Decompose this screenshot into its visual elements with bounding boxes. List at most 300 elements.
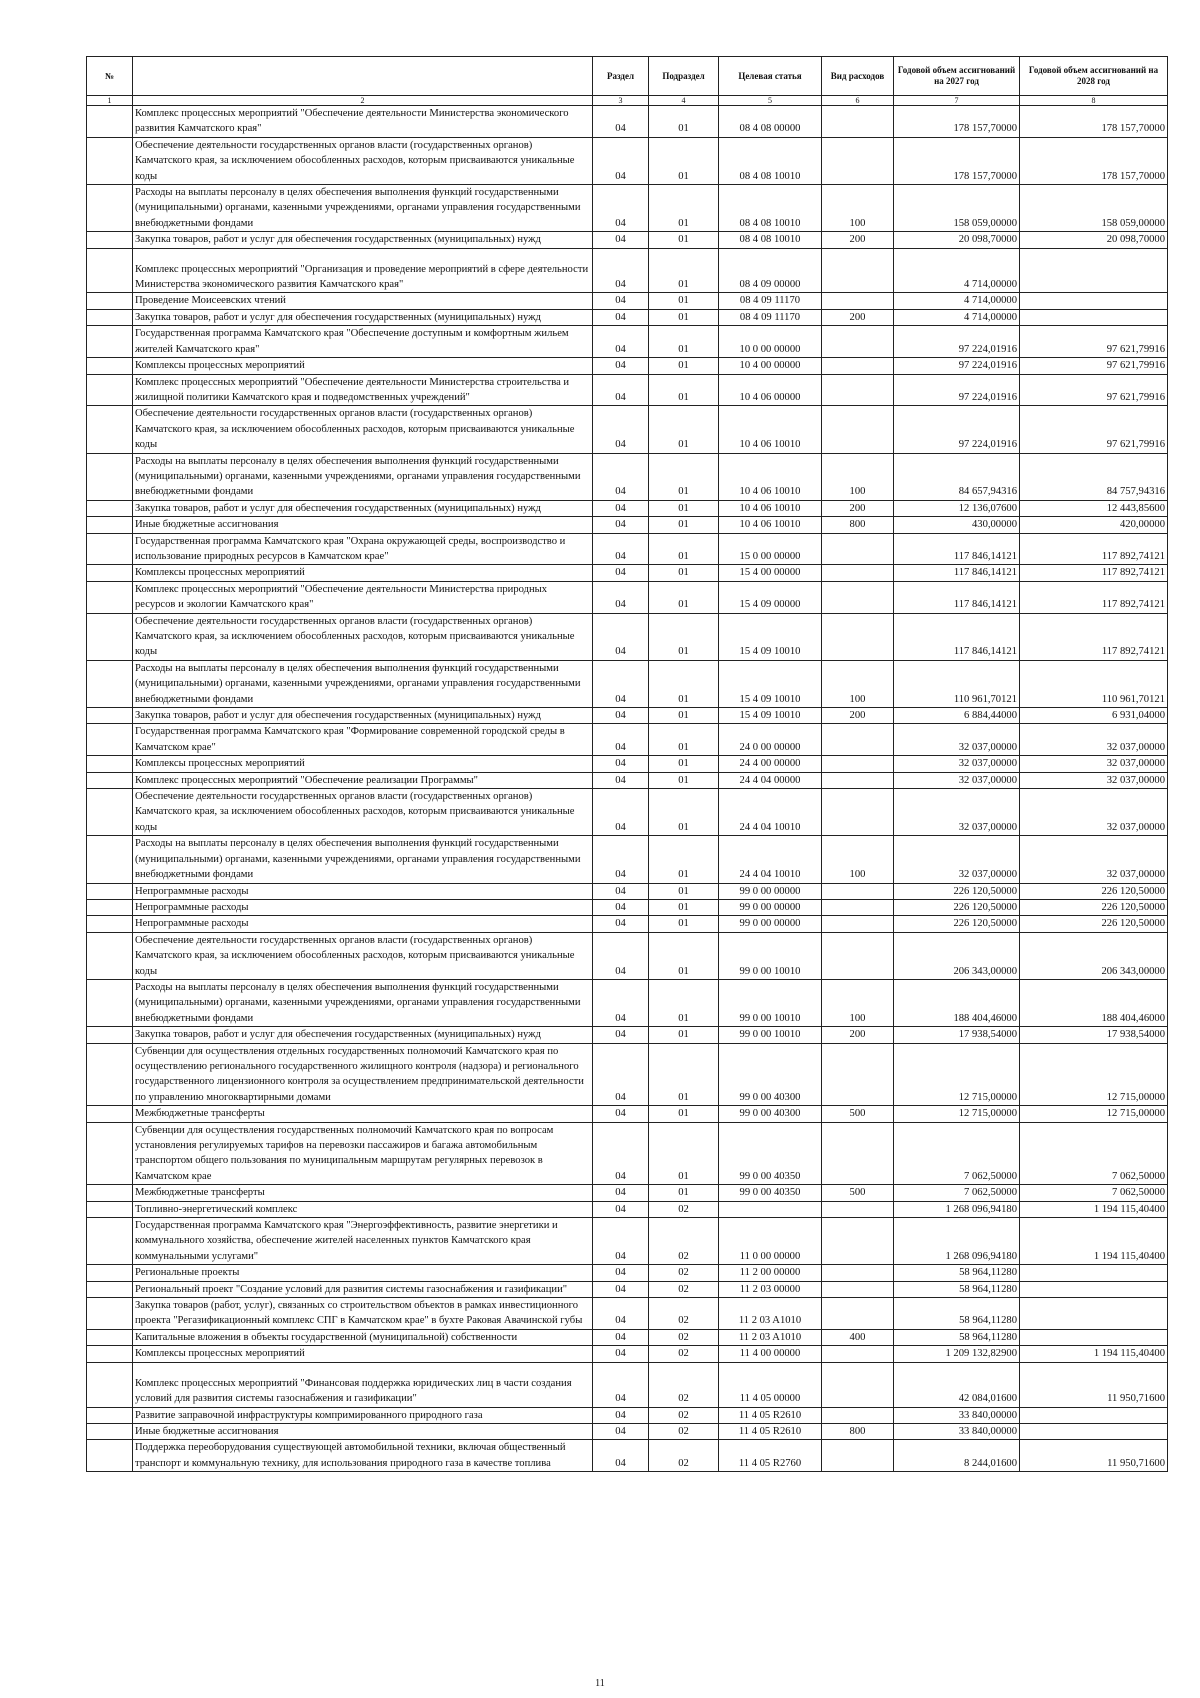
row-expense-type-cell	[822, 533, 894, 565]
row-name-cell: Обеспечение деятельности государственных органов власти (государственных органов) Камчатского края, за исключением обособленных расходов, которым присваиваются уникальные коды	[133, 613, 593, 660]
row-razdel-cell: 04	[593, 883, 649, 899]
row-podrazdel-cell: 01	[649, 772, 719, 788]
row-expense-type-cell	[822, 581, 894, 613]
row-name-cell: Расходы на выплаты персоналу в целях обеспечения выполнения функций государственными (муниципальными) органами, казенными учреждениями, органами управления государственными внебюджетными фондами	[133, 836, 593, 883]
row-podrazdel-cell: 01	[649, 500, 719, 516]
col-header-name	[133, 57, 593, 96]
table-row	[87, 185, 1168, 232]
row-target-article-cell: 11 4 00 00000	[719, 1346, 822, 1362]
row-number-cell	[87, 1122, 133, 1185]
row-podrazdel-cell: 01	[649, 756, 719, 772]
row-target-article-cell: 99 0 00 00000	[719, 899, 822, 915]
row-volume-2028-cell: 117 892,74121	[1020, 581, 1168, 613]
row-name-cell: Государственная программа Камчатского края "Энергоэффективность, развитие энергетики и коммунального хозяйства, обеспечение жителей населенных пунктов Камчатского края коммунальными услугами"	[133, 1218, 593, 1265]
row-number-cell	[87, 185, 133, 232]
row-expense-type-cell	[822, 1346, 894, 1362]
table-row	[87, 1201, 1168, 1217]
row-volume-2027-cell: 178 157,70000	[894, 137, 1020, 184]
row-expense-type-cell: 500	[822, 1185, 894, 1201]
row-volume-2028-cell: 178 157,70000	[1020, 106, 1168, 138]
row-expense-type-cell: 200	[822, 309, 894, 325]
row-volume-2028-cell: 1 194 115,40400	[1020, 1201, 1168, 1217]
row-volume-2028-cell	[1020, 309, 1168, 325]
row-volume-2027-cell: 158 059,00000	[894, 185, 1020, 232]
row-target-article-cell: 11 4 05 00000	[719, 1362, 822, 1407]
row-name-cell: Расходы на выплаты персоналу в целях обеспечения выполнения функций государственными (муниципальными) органами, казенными учреждениями, органами управления государственными внебюджетными фондами	[133, 660, 593, 707]
row-target-article-cell: 99 0 00 10010	[719, 979, 822, 1026]
row-volume-2027-cell: 4 714,00000	[894, 309, 1020, 325]
row-podrazdel-cell: 01	[649, 533, 719, 565]
row-name-cell: Топливно-энергетический комплекс	[133, 1201, 593, 1217]
row-podrazdel-cell: 01	[649, 565, 719, 581]
col-header-razdel: Раздел	[593, 57, 649, 96]
row-volume-2028-cell: 12 715,00000	[1020, 1106, 1168, 1122]
row-volume-2027-cell: 1 268 096,94180	[894, 1218, 1020, 1265]
row-razdel-cell: 04	[593, 1043, 649, 1106]
row-razdel-cell: 04	[593, 293, 649, 309]
row-name-cell: Непрограммные расходы	[133, 916, 593, 932]
row-podrazdel-cell: 01	[649, 248, 719, 293]
table-row	[87, 756, 1168, 772]
table-row	[87, 789, 1168, 836]
row-podrazdel-cell: 01	[649, 724, 719, 756]
row-expense-type-cell	[822, 772, 894, 788]
row-razdel-cell: 04	[593, 533, 649, 565]
table-row	[87, 500, 1168, 516]
row-name-cell: Обеспечение деятельности государственных органов власти (государственных органов) Камчатского края, за исключением обособленных расходов, которым присваиваются уникальные коды	[133, 406, 593, 453]
row-target-article-cell: 24 4 00 00000	[719, 756, 822, 772]
row-number-cell	[87, 453, 133, 500]
row-razdel-cell: 04	[593, 1423, 649, 1439]
row-razdel-cell: 04	[593, 1346, 649, 1362]
row-volume-2027-cell: 117 846,14121	[894, 565, 1020, 581]
col-header-volume-2027: Годовой объем ассигнований на 2027 год	[894, 57, 1020, 96]
row-volume-2028-cell: 12 443,85600	[1020, 500, 1168, 516]
row-volume-2027-cell: 1 209 132,82900	[894, 1346, 1020, 1362]
table-row	[87, 293, 1168, 309]
row-number-cell	[87, 374, 133, 406]
row-razdel-cell: 04	[593, 1298, 649, 1330]
row-number-cell	[87, 613, 133, 660]
row-volume-2028-cell: 84 757,94316	[1020, 453, 1168, 500]
table-row	[87, 1106, 1168, 1122]
row-volume-2027-cell: 206 343,00000	[894, 932, 1020, 979]
row-volume-2027-cell: 97 224,01916	[894, 326, 1020, 358]
row-expense-type-cell	[822, 358, 894, 374]
row-expense-type-cell: 200	[822, 232, 894, 248]
row-number-cell	[87, 1440, 133, 1472]
row-expense-type-cell	[822, 932, 894, 979]
row-expense-type-cell	[822, 1298, 894, 1330]
row-expense-type-cell	[822, 248, 894, 293]
row-volume-2028-cell: 32 037,00000	[1020, 756, 1168, 772]
row-volume-2028-cell: 11 950,71600	[1020, 1362, 1168, 1407]
row-podrazdel-cell: 01	[649, 899, 719, 915]
row-number-cell	[87, 724, 133, 756]
row-razdel-cell: 04	[593, 581, 649, 613]
column-number: 5	[719, 96, 822, 106]
row-razdel-cell: 04	[593, 1027, 649, 1043]
row-number-cell	[87, 660, 133, 707]
row-volume-2028-cell	[1020, 1281, 1168, 1297]
row-podrazdel-cell: 01	[649, 916, 719, 932]
row-name-cell: Закупка товаров, работ и услуг для обеспечения государственных (муниципальных) нужд	[133, 500, 593, 516]
row-name-cell: Комплекс процессных мероприятий "Обеспечение реализации Программы"	[133, 772, 593, 788]
row-volume-2027-cell: 12 715,00000	[894, 1043, 1020, 1106]
row-target-article-cell: 24 4 04 10010	[719, 789, 822, 836]
row-target-article-cell: 08 4 08 10010	[719, 137, 822, 184]
row-target-article-cell: 11 2 03 A1010	[719, 1298, 822, 1330]
row-volume-2028-cell: 32 037,00000	[1020, 789, 1168, 836]
row-target-article-cell: 10 4 06 10010	[719, 517, 822, 533]
row-name-cell: Региональные проекты	[133, 1265, 593, 1281]
row-volume-2028-cell: 226 120,50000	[1020, 916, 1168, 932]
row-podrazdel-cell: 01	[649, 137, 719, 184]
row-number-cell	[87, 756, 133, 772]
table-row	[87, 1362, 1168, 1407]
row-expense-type-cell	[822, 565, 894, 581]
table-row	[87, 533, 1168, 565]
row-volume-2028-cell: 6 931,04000	[1020, 708, 1168, 724]
row-target-article-cell: 99 0 00 40350	[719, 1122, 822, 1185]
row-podrazdel-cell: 01	[649, 1122, 719, 1185]
row-volume-2028-cell: 97 621,79916	[1020, 406, 1168, 453]
row-name-cell: Закупка товаров (работ, услуг), связанных со строительством объектов в рамках инвестиционного проекта "Регазификационный комплекс СПГ в Камчатском крае" в бухте Раковая Авачинской губы	[133, 1298, 593, 1330]
table-row	[87, 309, 1168, 325]
table-row	[87, 916, 1168, 932]
row-razdel-cell: 04	[593, 185, 649, 232]
row-name-cell: Расходы на выплаты персоналу в целях обеспечения выполнения функций государственными (муниципальными) органами, казенными учреждениями, органами управления государственными внебюджетными фондами	[133, 979, 593, 1026]
row-podrazdel-cell: 01	[649, 708, 719, 724]
header-row	[87, 57, 1168, 96]
row-expense-type-cell	[822, 326, 894, 358]
row-name-cell: Государственная программа Камчатского края "Охрана окружающей среды, воспроизводство и использование природных ресурсов в Камчатском крае"	[133, 533, 593, 565]
row-volume-2027-cell: 12 136,07600	[894, 500, 1020, 516]
row-podrazdel-cell: 01	[649, 185, 719, 232]
row-razdel-cell: 04	[593, 106, 649, 138]
row-volume-2028-cell: 97 621,79916	[1020, 374, 1168, 406]
row-volume-2028-cell: 188 404,46000	[1020, 979, 1168, 1026]
table-row	[87, 1265, 1168, 1281]
column-number: 7	[894, 96, 1020, 106]
row-name-cell: Непрограммные расходы	[133, 899, 593, 915]
row-target-article-cell: 99 0 00 10010	[719, 932, 822, 979]
row-razdel-cell: 04	[593, 979, 649, 1026]
row-volume-2027-cell: 32 037,00000	[894, 789, 1020, 836]
row-podrazdel-cell: 01	[649, 1043, 719, 1106]
row-volume-2028-cell: 1 194 115,40400	[1020, 1346, 1168, 1362]
row-target-article-cell: 15 4 09 10010	[719, 613, 822, 660]
row-volume-2028-cell: 206 343,00000	[1020, 932, 1168, 979]
row-number-cell	[87, 708, 133, 724]
row-razdel-cell: 04	[593, 1106, 649, 1122]
row-volume-2027-cell: 4 714,00000	[894, 248, 1020, 293]
row-number-cell	[87, 106, 133, 138]
row-expense-type-cell	[822, 789, 894, 836]
row-volume-2027-cell: 58 964,11280	[894, 1298, 1020, 1330]
row-volume-2027-cell: 32 037,00000	[894, 724, 1020, 756]
row-expense-type-cell	[822, 883, 894, 899]
row-volume-2027-cell: 97 224,01916	[894, 358, 1020, 374]
row-volume-2027-cell: 32 037,00000	[894, 772, 1020, 788]
column-number: 6	[822, 96, 894, 106]
row-number-cell	[87, 1106, 133, 1122]
row-number-cell	[87, 1329, 133, 1345]
row-volume-2028-cell: 226 120,50000	[1020, 883, 1168, 899]
row-podrazdel-cell: 01	[649, 660, 719, 707]
row-name-cell: Государственная программа Камчатского края "Формирование современной городской среды в Камчатском крае"	[133, 724, 593, 756]
row-podrazdel-cell: 02	[649, 1346, 719, 1362]
row-volume-2028-cell: 32 037,00000	[1020, 836, 1168, 883]
row-podrazdel-cell: 01	[649, 581, 719, 613]
table-row	[87, 106, 1168, 138]
row-volume-2028-cell: 97 621,79916	[1020, 326, 1168, 358]
table-row	[87, 1407, 1168, 1423]
row-volume-2028-cell: 32 037,00000	[1020, 724, 1168, 756]
table-row	[87, 326, 1168, 358]
row-expense-type-cell: 100	[822, 185, 894, 232]
row-number-cell	[87, 916, 133, 932]
row-target-article-cell: 99 0 00 10010	[719, 1027, 822, 1043]
row-number-cell	[87, 248, 133, 293]
row-podrazdel-cell: 02	[649, 1298, 719, 1330]
row-expense-type-cell: 100	[822, 836, 894, 883]
row-number-cell	[87, 309, 133, 325]
column-number: 2	[133, 96, 593, 106]
row-volume-2028-cell: 226 120,50000	[1020, 899, 1168, 915]
row-number-cell	[87, 1362, 133, 1407]
row-expense-type-cell	[822, 916, 894, 932]
row-name-cell: Комплексы процессных мероприятий	[133, 358, 593, 374]
row-expense-type-cell: 100	[822, 979, 894, 1026]
row-target-article-cell: 11 2 03 00000	[719, 1281, 822, 1297]
budget-table-body	[87, 106, 1168, 1472]
row-name-cell: Государственная программа Камчатского края "Обеспечение доступным и комфортным жильем жителей Камчатского края"	[133, 326, 593, 358]
table-row	[87, 374, 1168, 406]
row-name-cell: Субвенции для осуществления государственных полномочий Камчатского края по вопросам установления регулируемых тарифов на перевозки пассажиров и багажа автомобильным транспортом общего пользования по муниципальным маршрутам регулярных перевозок в Камчатском крае	[133, 1122, 593, 1185]
table-row	[87, 1281, 1168, 1297]
row-podrazdel-cell: 02	[649, 1281, 719, 1297]
table-row	[87, 836, 1168, 883]
row-razdel-cell: 04	[593, 756, 649, 772]
row-target-article-cell: 11 2 03 A1010	[719, 1329, 822, 1345]
row-razdel-cell: 04	[593, 836, 649, 883]
row-razdel-cell: 04	[593, 1201, 649, 1217]
row-volume-2027-cell: 1 268 096,94180	[894, 1201, 1020, 1217]
row-podrazdel-cell: 01	[649, 453, 719, 500]
row-expense-type-cell: 100	[822, 453, 894, 500]
row-razdel-cell: 04	[593, 326, 649, 358]
row-name-cell: Комплекс процессных мероприятий "Обеспечение деятельности Министерства экономического развития Камчатского края"	[133, 106, 593, 138]
table-row	[87, 581, 1168, 613]
row-number-cell	[87, 293, 133, 309]
row-podrazdel-cell: 01	[649, 406, 719, 453]
row-expense-type-cell	[822, 137, 894, 184]
row-podrazdel-cell: 01	[649, 836, 719, 883]
row-razdel-cell: 04	[593, 789, 649, 836]
row-volume-2028-cell: 158 059,00000	[1020, 185, 1168, 232]
row-volume-2028-cell	[1020, 293, 1168, 309]
row-razdel-cell: 04	[593, 500, 649, 516]
table-row	[87, 772, 1168, 788]
row-volume-2028-cell: 117 892,74121	[1020, 565, 1168, 581]
column-number: 1	[87, 96, 133, 106]
row-razdel-cell: 04	[593, 916, 649, 932]
row-volume-2027-cell: 32 037,00000	[894, 836, 1020, 883]
row-target-article-cell: 08 4 09 00000	[719, 248, 822, 293]
row-expense-type-cell	[822, 406, 894, 453]
row-podrazdel-cell: 01	[649, 517, 719, 533]
row-volume-2027-cell: 58 964,11280	[894, 1329, 1020, 1345]
row-target-article-cell: 10 4 00 00000	[719, 358, 822, 374]
row-number-cell	[87, 1185, 133, 1201]
table-row	[87, 517, 1168, 533]
row-volume-2028-cell	[1020, 1423, 1168, 1439]
row-volume-2027-cell: 58 964,11280	[894, 1265, 1020, 1281]
row-number-cell	[87, 1027, 133, 1043]
row-volume-2028-cell	[1020, 1407, 1168, 1423]
row-target-article-cell: 99 0 00 00000	[719, 916, 822, 932]
row-volume-2028-cell: 12 715,00000	[1020, 1043, 1168, 1106]
row-volume-2027-cell: 117 846,14121	[894, 533, 1020, 565]
row-podrazdel-cell: 01	[649, 106, 719, 138]
row-podrazdel-cell: 02	[649, 1423, 719, 1439]
row-expense-type-cell	[822, 1362, 894, 1407]
row-volume-2028-cell: 420,00000	[1020, 517, 1168, 533]
table-row	[87, 1346, 1168, 1362]
row-name-cell: Межбюджетные трансферты	[133, 1185, 593, 1201]
col-header-podrazdel: Подраздел	[649, 57, 719, 96]
row-number-cell	[87, 1298, 133, 1330]
row-name-cell: Поддержка переоборудования существующей автомобильной техники, включая общественный транспорт и коммунальную технику, для использования природного газа в качестве топлива	[133, 1440, 593, 1472]
row-volume-2028-cell: 97 621,79916	[1020, 358, 1168, 374]
row-target-article-cell: 08 4 09 11170	[719, 293, 822, 309]
table-row	[87, 1043, 1168, 1106]
row-expense-type-cell	[822, 1218, 894, 1265]
table-row	[87, 358, 1168, 374]
table-row	[87, 1122, 1168, 1185]
row-podrazdel-cell: 01	[649, 309, 719, 325]
row-name-cell: Обеспечение деятельности государственных органов власти (государственных органов) Камчатского края, за исключением обособленных расходов, которым присваиваются уникальные коды	[133, 789, 593, 836]
row-name-cell: Расходы на выплаты персоналу в целях обеспечения выполнения функций государственными (муниципальными) органами, казенными учреждениями, органами управления государственными внебюджетными фондами	[133, 185, 593, 232]
row-razdel-cell: 04	[593, 660, 649, 707]
row-volume-2027-cell: 20 098,70000	[894, 232, 1020, 248]
row-expense-type-cell: 800	[822, 1423, 894, 1439]
row-expense-type-cell	[822, 1407, 894, 1423]
table-row	[87, 232, 1168, 248]
row-podrazdel-cell: 01	[649, 979, 719, 1026]
row-razdel-cell: 04	[593, 772, 649, 788]
table-row	[87, 1218, 1168, 1265]
row-podrazdel-cell: 02	[649, 1265, 719, 1281]
row-volume-2027-cell: 33 840,00000	[894, 1407, 1020, 1423]
row-number-cell	[87, 883, 133, 899]
row-razdel-cell: 04	[593, 899, 649, 915]
row-podrazdel-cell: 02	[649, 1407, 719, 1423]
row-volume-2028-cell	[1020, 248, 1168, 293]
row-target-article-cell: 24 4 04 10010	[719, 836, 822, 883]
row-razdel-cell: 04	[593, 932, 649, 979]
row-number-cell	[87, 1281, 133, 1297]
row-podrazdel-cell: 01	[649, 358, 719, 374]
row-number-cell	[87, 358, 133, 374]
row-number-cell	[87, 789, 133, 836]
row-razdel-cell: 04	[593, 613, 649, 660]
row-volume-2027-cell: 32 037,00000	[894, 756, 1020, 772]
row-target-article-cell: 08 4 08 10010	[719, 232, 822, 248]
row-target-article-cell: 10 4 06 00000	[719, 374, 822, 406]
row-expense-type-cell	[822, 1043, 894, 1106]
row-number-cell	[87, 1043, 133, 1106]
row-name-cell: Закупка товаров, работ и услуг для обеспечения государственных (муниципальных) нужд	[133, 708, 593, 724]
row-number-cell	[87, 326, 133, 358]
row-name-cell: Комплекс процессных мероприятий "Финансовая поддержка юридических лиц в части создания условий для развития системы газоснабжения и газификации"	[133, 1362, 593, 1407]
row-volume-2027-cell: 58 964,11280	[894, 1281, 1020, 1297]
row-target-article-cell: 11 4 05 R2760	[719, 1440, 822, 1472]
row-name-cell: Закупка товаров, работ и услуг для обеспечения государственных (муниципальных) нужд	[133, 1027, 593, 1043]
row-number-cell	[87, 565, 133, 581]
row-number-cell	[87, 406, 133, 453]
row-target-article-cell: 99 0 00 00000	[719, 883, 822, 899]
row-target-article-cell: 24 0 00 00000	[719, 724, 822, 756]
row-name-cell: Обеспечение деятельности государственных органов власти (государственных органов) Камчатского края, за исключением обособленных расходов, которым присваиваются уникальные коды	[133, 137, 593, 184]
row-name-cell: Расходы на выплаты персоналу в целях обеспечения выполнения функций государственными (муниципальными) органами, казенными учреждениями, органами управления государственными внебюджетными фондами	[133, 453, 593, 500]
budget-table-sheet	[86, 56, 1167, 1472]
row-volume-2027-cell: 188 404,46000	[894, 979, 1020, 1026]
row-name-cell: Закупка товаров, работ и услуг для обеспечения государственных (муниципальных) нужд	[133, 309, 593, 325]
row-name-cell: Иные бюджетные ассигнования	[133, 517, 593, 533]
row-podrazdel-cell: 01	[649, 1106, 719, 1122]
row-target-article-cell: 08 4 09 11170	[719, 309, 822, 325]
row-target-article-cell: 99 0 00 40300	[719, 1043, 822, 1106]
row-razdel-cell: 04	[593, 406, 649, 453]
row-number-cell	[87, 836, 133, 883]
row-target-article-cell: 11 0 00 00000	[719, 1218, 822, 1265]
table-row	[87, 899, 1168, 915]
row-volume-2028-cell	[1020, 1265, 1168, 1281]
row-target-article-cell: 15 4 09 10010	[719, 660, 822, 707]
row-razdel-cell: 04	[593, 137, 649, 184]
row-target-article-cell	[719, 1201, 822, 1217]
row-name-cell: Комплекс процессных мероприятий "Обеспечение деятельности Министерства строительства и жилищной политики Камчатского края и подведомственных учреждений"	[133, 374, 593, 406]
row-razdel-cell: 04	[593, 1362, 649, 1407]
row-volume-2027-cell: 430,00000	[894, 517, 1020, 533]
row-razdel-cell: 04	[593, 1281, 649, 1297]
row-volume-2028-cell: 117 892,74121	[1020, 533, 1168, 565]
row-podrazdel-cell: 01	[649, 293, 719, 309]
row-podrazdel-cell: 01	[649, 326, 719, 358]
row-expense-type-cell	[822, 756, 894, 772]
col-header-target-article: Целевая статья	[719, 57, 822, 96]
row-podrazdel-cell: 01	[649, 374, 719, 406]
row-volume-2027-cell: 178 157,70000	[894, 106, 1020, 138]
row-razdel-cell: 04	[593, 517, 649, 533]
row-volume-2028-cell	[1020, 1329, 1168, 1345]
row-podrazdel-cell: 01	[649, 613, 719, 660]
table-row	[87, 1440, 1168, 1472]
row-razdel-cell: 04	[593, 1407, 649, 1423]
table-row	[87, 1185, 1168, 1201]
table-row	[87, 1423, 1168, 1439]
row-volume-2027-cell: 33 840,00000	[894, 1423, 1020, 1439]
row-expense-type-cell	[822, 374, 894, 406]
row-razdel-cell: 04	[593, 374, 649, 406]
row-name-cell: Капитальные вложения в объекты государственной (муниципальной) собственности	[133, 1329, 593, 1345]
row-target-article-cell: 99 0 00 40300	[719, 1106, 822, 1122]
row-target-article-cell: 10 4 06 10010	[719, 406, 822, 453]
row-volume-2028-cell: 110 961,70121	[1020, 660, 1168, 707]
row-volume-2027-cell: 8 244,01600	[894, 1440, 1020, 1472]
